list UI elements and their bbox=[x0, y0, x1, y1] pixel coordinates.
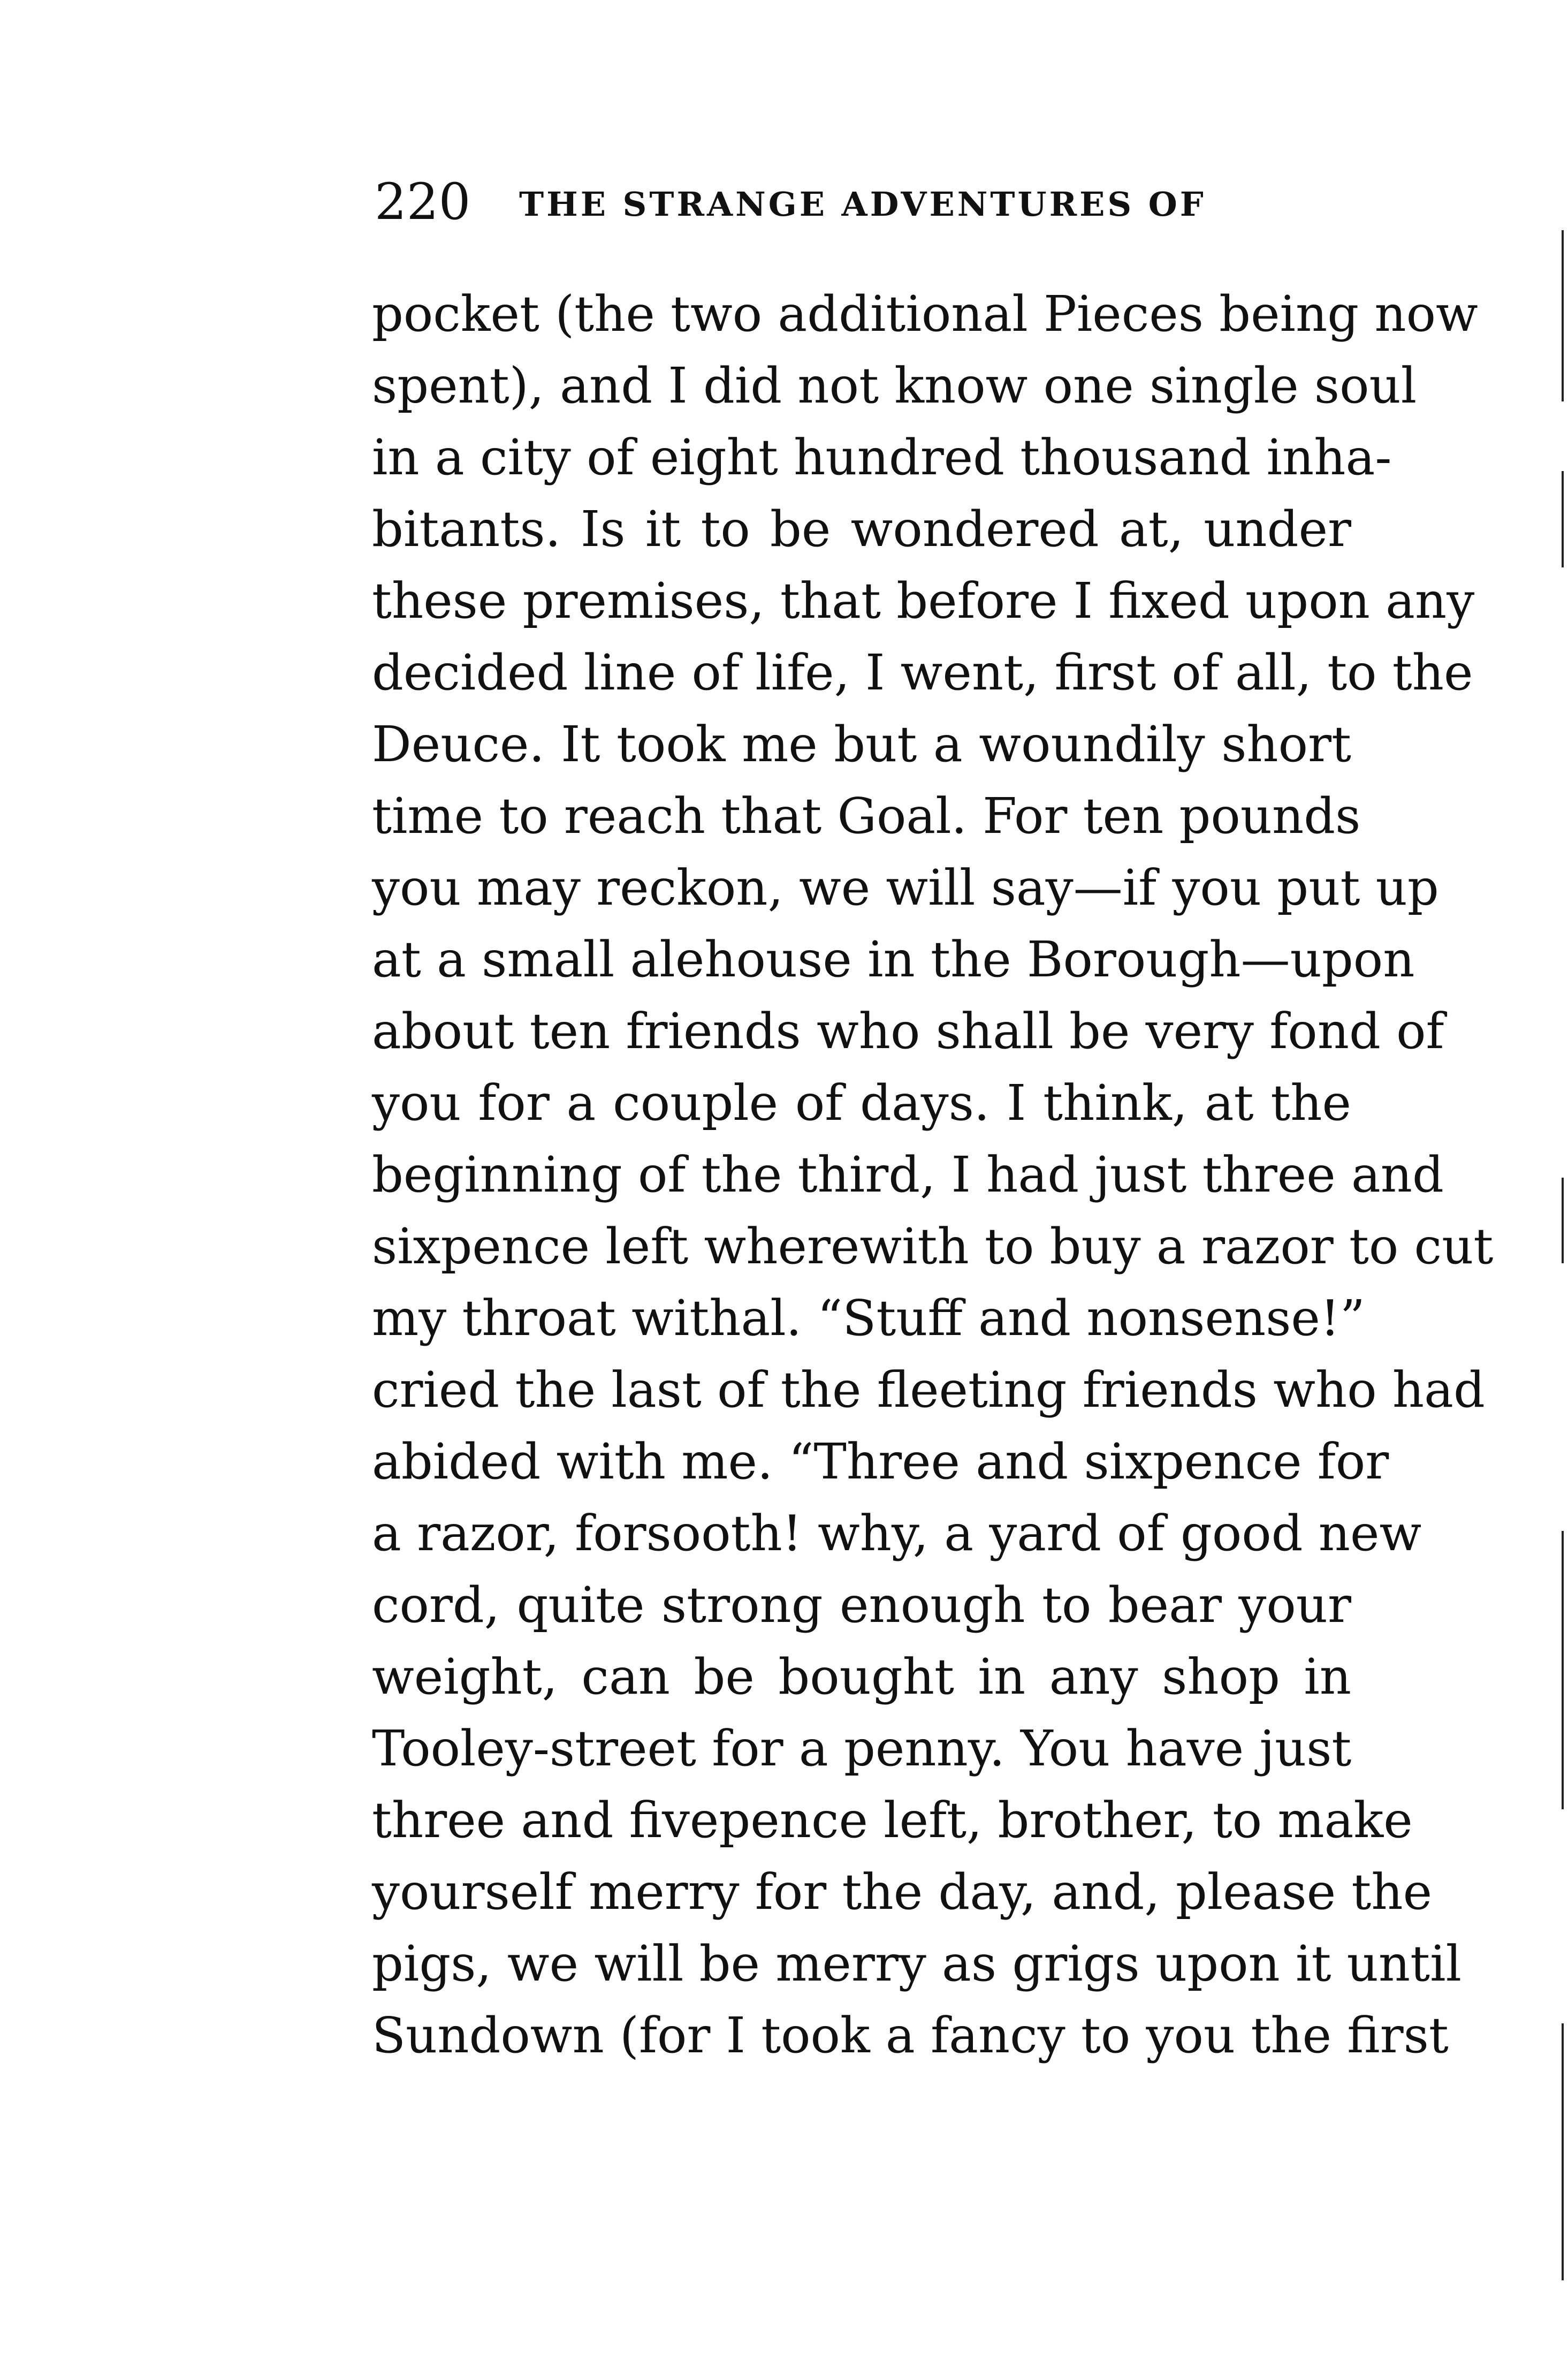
running-title: THE STRANGE ADVENTURES OF bbox=[519, 185, 1206, 224]
text-line: pigs, we will be merry as grigs upon it until bbox=[372, 1935, 1462, 1992]
page-number: 220 bbox=[375, 173, 471, 231]
scan-edge-mark bbox=[1562, 2023, 1564, 2280]
text-line: Deuce. It took me but a woundily short bbox=[372, 716, 1351, 773]
text-line: at a small alehouse in the Borough—upon bbox=[372, 931, 1415, 988]
text-line: beginning of the third, I had just three and bbox=[372, 1146, 1444, 1203]
text-line: weight, can be bought in any shop in bbox=[372, 1648, 1351, 1705]
text-line: about ten friends who shall be very fond of bbox=[372, 1003, 1444, 1060]
text-line: in a city of eight hundred thousand inha- bbox=[372, 429, 1392, 486]
text-line: cried the last of the fleeting friends who had bbox=[372, 1361, 1485, 1419]
page-header bbox=[375, 170, 1365, 234]
scan-edge-mark bbox=[1562, 230, 1564, 401]
text-line: bitants. Is it to be wondered at, under bbox=[372, 500, 1351, 558]
text-line: abided with me. “Three and sixpence for bbox=[372, 1433, 1389, 1490]
text-line: time to reach that Goal. For ten pounds bbox=[372, 787, 1361, 845]
text-line: pocket (the two additional Pieces being now bbox=[372, 285, 1478, 343]
text-line: decided line of life, I went, first of all, to the bbox=[372, 644, 1473, 701]
text-line: you for a couple of days. I think, at the bbox=[372, 1074, 1351, 1132]
text-line: spent), and I did not know one single soul bbox=[372, 357, 1417, 414]
body-text bbox=[372, 278, 1494, 2072]
text-line: my throat withal. “Stuff and nonsense!” bbox=[372, 1290, 1365, 1347]
scan-edge-mark bbox=[1562, 471, 1564, 567]
text-line: cord, quite strong enough to bear your bbox=[372, 1576, 1351, 1634]
text-line: Sundown (for I took a fancy to you the first bbox=[372, 2007, 1449, 2064]
text-line: sixpence left wherewith to buy a razor to cut bbox=[372, 1218, 1494, 1275]
text-line: a razor, forsooth! why, a yard of good new bbox=[372, 1505, 1422, 1562]
text-line: these premises, that before I fixed upon any bbox=[372, 572, 1475, 629]
text-line: Tooley-street for a penny. You have just bbox=[372, 1720, 1352, 1777]
text-line: you may reckon, we will say—if you put up bbox=[372, 859, 1439, 916]
scan-edge-mark bbox=[1562, 1178, 1564, 1263]
text-line: yourself merry for the day, and, please the bbox=[372, 1863, 1433, 1921]
text-line: three and fivepence left, brother, to make bbox=[372, 1792, 1413, 1849]
scan-edge-mark bbox=[1562, 1531, 1564, 1809]
